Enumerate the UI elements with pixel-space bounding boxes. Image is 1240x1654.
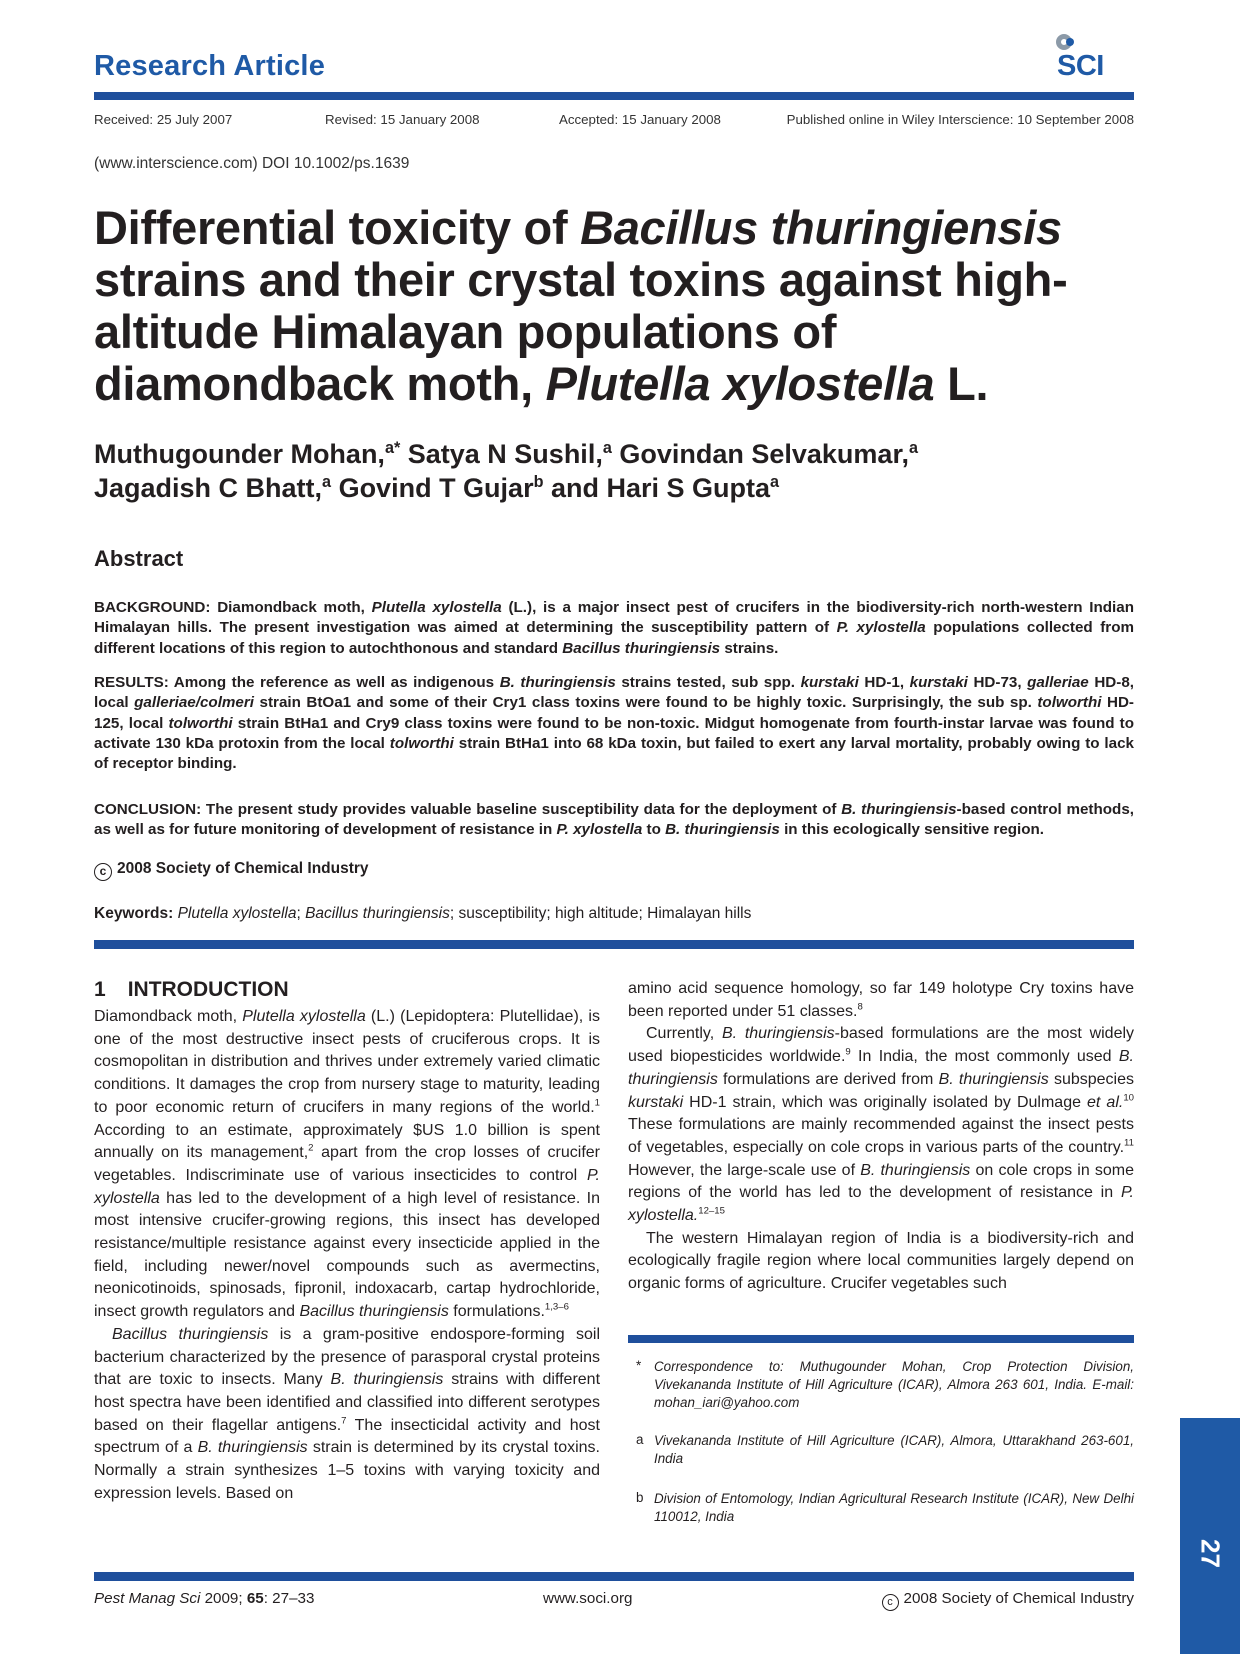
right-column <box>628 978 1134 1296</box>
sci-logo <box>1044 30 1128 80</box>
copyright-icon: c <box>94 863 112 881</box>
published-date: Published online in Wiley Interscience: 10 September 2008 <box>786 112 1134 127</box>
intro-paragraph: amino acid sequence homology, so far 149 holotype Cry toxins have been reported under 51 classes.$^8$ <box>628 980 1134 1020</box>
footer-copyright: c 2008 Society of Chemical Industry <box>882 1590 1134 1611</box>
abstract-rule <box>94 940 1134 949</box>
intro-paragraph: Diamondback moth, Plutella xylostella (L.) (Lepidoptera: Plutellidae), is one of the most destructive insect pests of cruciferous crops. It is cosmopolitan in distribution and thrives under extremely varied climatic conditions. It damages the crop from nursery stage to maturity, leading to poor economic return of crucifers in many regions of the world.$^1$ According to an estimate, approximately $US 1.0 billion is spent annually on its management,$^2$ apart from the crop losses of crucifer vegetables. Indiscriminate use of various insecticides to control P. xylostella has led to the development of a high level of resistance. In most intensive crucifer-growing regions, this insect has developed resistance/multiple resistance against every insecticide applied in the field, including newer/novel compounds such as avermectins, neonicotinoids, spinosads, fipronil, indoxacarb, cartap hydrochloride, insect growth regulators and Bacillus thuringiensis formulations.$^{1,3-6}$ <box>94 1008 600 1321</box>
left-column <box>94 1006 600 1505</box>
intro-paragraph: The western Himalayan region of India is a biodiversity-rich and ecologically fragile region where local communities largely depend on organic forms of agriculture. Crucifer vegetables such <box>628 1229 1134 1293</box>
footnote-affiliation-b: b Division of Entomology, Indian Agricultural Research Institute (ICAR), New Delhi 110012, India <box>636 1490 1134 1524</box>
author-name: Jagadish C Bhatt, <box>94 473 323 503</box>
accepted-date: Accepted: 15 January 2008 <box>559 112 721 127</box>
footer-rule <box>94 1572 1134 1581</box>
author-name: Satya N Sushil, <box>400 439 603 469</box>
abstract-copyright: c 2008 Society of Chemical Industry <box>94 860 369 881</box>
abstract-results: RESULTS: Among the reference as well as indigenous B. thuringiensis strains tested, sub spp. kurstaki HD-1, kurstaki HD-73, galleriae HD-8, local galleriae/colmeri strain BtOa1 and some of their Cry1 class toxins were found to be highly toxic. Surprisingly, the sub sp. tolworthi HD-125, local tolworthi strain BtHa1 and Cry9 class toxins were found to be non-toxic. Midgut homogenate from fourth-instar larvae was found to activate 130 kDa protoxin from the local tolworthi strain BtHa1 into 68 kDa toxin, but failed to exert any larval mortality, probably owing to lack of receptor binding. <box>94 674 1135 773</box>
article-title: Differential toxicity of Bacillus thuringiensis strains and their crystal toxins against high-altitude Himalayan populations of diamondback moth, Plutella xylostella L. <box>94 201 1068 410</box>
intro-paragraph: Bacillus thuringiensis is a gram-positive endospore-forming soil bacterium characterized by the presence of parasporal crystal proteins that are toxic to insects. Many B. thuringiensis strains with different host spectra have been identified and classified into different serotypes based on their flagellar antigens.$^7$ The insecticidal activity and host spectrum of a B. thuringiensis strain is determined by its crystal toxins. Normally a strain synthesizes 1–5 toxins with varying toxicity and expression levels. Based on <box>94 1325 601 1502</box>
page-number: 27 <box>1195 1539 1226 1568</box>
keywords: Keywords: Plutella xylostella; Bacillus thuringiensis; susceptibility; high altitude; Himalayan hills <box>94 905 752 922</box>
footnote-rule <box>628 1335 1134 1343</box>
journal-citation: Pest Manag Sci 2009; 65: 27–33 <box>94 1590 315 1607</box>
abstract-background: BACKGROUND: Diamondback moth, Plutella xylostella (L.), is a major insect pest of crucifers in the biodiversity-rich north-western Indian Himalayan hills. The present investigation was aimed at determining the susceptibility pattern of P. xylostella populations collected from different locations of this region to autochthonous and standard Bacillus thuringiensis strains. <box>94 599 1134 657</box>
section-heading: 1 INTRODUCTION <box>94 978 289 1001</box>
abstract-heading: Abstract <box>94 546 184 571</box>
journal-website: www.soci.org <box>543 1590 633 1607</box>
page-number-tab <box>1180 1418 1240 1654</box>
section-label: Research Article <box>94 50 326 82</box>
footnote-affiliation-a: a Vivekananda Institute of Hill Agriculture (ICAR), Almora, Uttarakhand 263-601, India <box>636 1432 1134 1466</box>
footnote-correspondence: * Correspondence to: Muthugounder Mohan, Crop Protection Division, Vivekananda Institute of Hill Agriculture (ICAR), Almora 263 601, India. E-mail: mohan_iari@yahoo.com <box>636 1358 1134 1410</box>
author-name: Govind T Gujar <box>331 473 534 503</box>
intro-paragraph: Currently, B. thuringiensis-based formulations are the most widely used biopesticides worldwide.$^9$ In India, the most commonly used B. thuringiensis formulations are derived from B. thuringiensis subspecies kurstaki HD-1 strain, which was originally isolated by Dulmage et al.$^{10}$ These formulations are mainly recommended against the insect pests of vegetables, especially on cole crops in various parts of the country.$^{11}$ However, the large-scale use of B. thuringiensis on cole crops in some regions of the world has led to the development of resistance in P. xylostella.$^{12-15}$ <box>628 1025 1135 1225</box>
revised-date: Revised: 15 January 2008 <box>325 112 480 127</box>
abstract-conclusion: CONCLUSION: The present study provides valuable baseline susceptibility data for the deployment of B. thuringiensis-based control methods, as well as for future monitoring of development of resistance in P. xylostella to B. thuringiensis in this ecologically sensitive region. <box>94 801 1134 839</box>
author-name: Muthugounder Mohan, <box>94 439 385 469</box>
doi: (www.interscience.com) DOI 10.1002/ps.1639 <box>94 155 410 172</box>
header-rule <box>94 92 1134 100</box>
copyright-icon: c <box>882 1594 899 1611</box>
logo-dot-icon <box>1066 38 1074 46</box>
author-name: Govindan Selvakumar, <box>611 439 909 469</box>
received-date: Received: 25 July 2007 <box>94 112 233 127</box>
logo-text: SCI <box>1057 50 1104 82</box>
author-list: Muthugounder Mohan,$^{a*}$ Satya N Sushil,$^a$ Govindan Selvakumar,$^a$ Jagadish C Bhatt,$^a$ Govind T Gujar$^b$ and Hari S Gupta$^a$ <box>94 439 918 503</box>
author-name: and Hari S Gupta <box>543 473 771 503</box>
